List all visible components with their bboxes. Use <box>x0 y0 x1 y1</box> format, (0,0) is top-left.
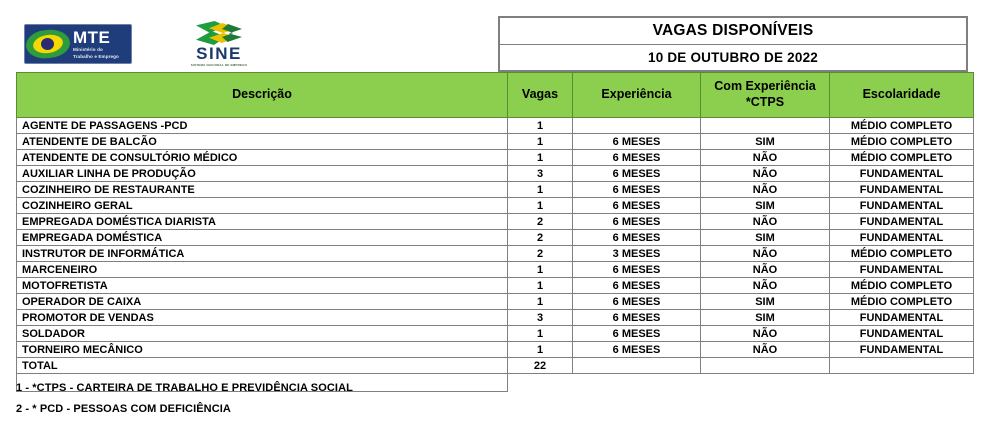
cell-ctps: NÃO <box>701 326 830 342</box>
table-row <box>17 198 974 214</box>
cell-escolaridade: FUNDAMENTAL <box>830 310 974 326</box>
cell-descricao: ATENDENTE DE BALCÃO <box>17 134 508 150</box>
cell-experiencia: 6 MESES <box>573 214 701 230</box>
cell-experiencia: 6 MESES <box>573 166 701 182</box>
cell-descricao: TORNEIRO MECÂNICO <box>17 342 508 358</box>
cell-experiencia: 6 MESES <box>573 198 701 214</box>
cell-descricao: INSTRUTOR DE INFORMÁTICA <box>17 246 508 262</box>
cell-vagas: 2 <box>508 246 573 262</box>
cell-experiencia: 6 MESES <box>573 310 701 326</box>
sine-arrow-icon <box>196 21 242 44</box>
cell-vagas: 1 <box>508 278 573 294</box>
table-header <box>17 73 974 118</box>
cell-vagas: 1 <box>508 150 573 166</box>
column-header-vagas: Vagas <box>508 73 573 118</box>
cell-experiencia: 6 MESES <box>573 150 701 166</box>
table-row <box>17 214 974 230</box>
sine-tagline: SISTEMA NACIONAL DE EMPREGO <box>190 63 248 67</box>
cell-escolaridade: MÉDIO COMPLETO <box>830 134 974 150</box>
ctps-label-line2: *CTPS <box>745 95 785 109</box>
table-row <box>17 262 974 278</box>
cell-descricao: PROMOTOR DE VENDAS <box>17 310 508 326</box>
cell-ctps: SIM <box>701 310 830 326</box>
table-row <box>17 246 974 262</box>
column-header-ctps <box>701 73 830 118</box>
title-cell <box>500 16 968 72</box>
cell-vagas: 2 <box>508 230 573 246</box>
mte-logo <box>24 24 132 64</box>
sine-acronym: SINE <box>196 44 242 63</box>
cell-escolaridade: FUNDAMENTAL <box>830 262 974 278</box>
cell-ctps: SIM <box>701 230 830 246</box>
table-row <box>17 182 974 198</box>
cell-ctps: NÃO <box>701 166 830 182</box>
mte-logo-text <box>73 29 119 59</box>
cell-vagas: 1 <box>508 294 573 310</box>
cell-descricao: MARCENEIRO <box>17 262 508 278</box>
sine-logo <box>180 21 258 67</box>
cell-escolaridade: MÉDIO COMPLETO <box>830 150 974 166</box>
cell-experiencia: 6 MESES <box>573 134 701 150</box>
cell-descricao: AGENTE DE PASSAGENS -PCD <box>17 118 508 134</box>
cell-descricao: OPERADOR DE CAIXA <box>17 294 508 310</box>
cell-vagas: 2 <box>508 214 573 230</box>
cell-vagas: 1 <box>508 326 573 342</box>
cell-descricao: COZINHEIRO GERAL <box>17 198 508 214</box>
cell-escolaridade: FUNDAMENTAL <box>830 230 974 246</box>
brazil-flag-icon <box>26 27 70 61</box>
cell-vagas: 1 <box>508 342 573 358</box>
cell-escolaridade: MÉDIO COMPLETO <box>830 118 974 134</box>
table-row <box>17 294 974 310</box>
cell-descricao: ATENDENTE DE CONSULTÓRIO MÉDICO <box>17 150 508 166</box>
total-cell-ctps <box>701 358 830 374</box>
total-cell-vagas: 22 <box>508 358 573 374</box>
cell-descricao: AUXILIAR LINHA DE PRODUÇÃO <box>17 166 508 182</box>
cell-ctps: NÃO <box>701 246 830 262</box>
total-cell-descricao: TOTAL <box>17 358 508 374</box>
cell-escolaridade: MÉDIO COMPLETO <box>830 246 974 262</box>
cell-ctps: SIM <box>701 294 830 310</box>
ctps-label-line1: Com Experiência <box>714 79 816 94</box>
total-cell-escolaridade <box>830 358 974 374</box>
cell-ctps: NÃO <box>701 182 830 198</box>
cell-ctps <box>701 118 830 134</box>
table-row <box>17 358 974 374</box>
table-row <box>17 230 974 246</box>
cell-experiencia: 6 MESES <box>573 262 701 278</box>
cell-experiencia: 6 MESES <box>573 230 701 246</box>
footnotes <box>16 383 916 425</box>
header-band <box>16 16 968 72</box>
mte-acronym: MTE <box>73 27 111 47</box>
cell-escolaridade: MÉDIO COMPLETO <box>830 278 974 294</box>
cell-escolaridade: MÉDIO COMPLETO <box>830 294 974 310</box>
cell-ctps: NÃO <box>701 278 830 294</box>
cell-vagas: 1 <box>508 262 573 278</box>
vagas-table <box>16 72 974 392</box>
column-header-experiencia: Experiência <box>573 73 701 118</box>
cell-escolaridade: FUNDAMENTAL <box>830 342 974 358</box>
cell-experiencia: 3 MESES <box>573 246 701 262</box>
cell-experiencia: 6 MESES <box>573 278 701 294</box>
cell-vagas: 1 <box>508 118 573 134</box>
table-row <box>17 278 974 294</box>
cell-descricao: EMPREGADA DOMÉSTICA <box>17 230 508 246</box>
cell-vagas: 1 <box>508 198 573 214</box>
table-row <box>17 166 974 182</box>
mte-subtitle-line2: Trabalho e Emprego <box>73 53 119 59</box>
cell-ctps: NÃO <box>701 150 830 166</box>
column-header-escolaridade: Escolaridade <box>830 73 974 118</box>
table-row <box>17 310 974 326</box>
cell-ctps: SIM <box>701 134 830 150</box>
cell-experiencia <box>573 118 701 134</box>
cell-experiencia: 6 MESES <box>573 342 701 358</box>
cell-experiencia: 6 MESES <box>573 294 701 310</box>
table-row <box>17 150 974 166</box>
table-row <box>17 342 974 358</box>
cell-escolaridade: FUNDAMENTAL <box>830 182 974 198</box>
logos-cell <box>16 16 500 72</box>
cell-descricao: COZINHEIRO DE RESTAURANTE <box>17 182 508 198</box>
cell-vagas: 1 <box>508 134 573 150</box>
footnote-pcd: 2 - * PCD - PESSOAS COM DEFICIÊNCIA <box>16 403 231 415</box>
footnote-ctps: 1 - *CTPS - CARTEIRA DE TRABALHO E PREVIDÊNCIA SOCIAL <box>16 382 353 394</box>
cell-vagas: 3 <box>508 310 573 326</box>
column-header-descricao: Descrição <box>17 73 508 118</box>
cell-descricao: EMPREGADA DOMÉSTICA DIARISTA <box>17 214 508 230</box>
page-title: VAGAS DISPONÍVEIS <box>500 16 968 45</box>
cell-vagas: 3 <box>508 166 573 182</box>
cell-vagas: 1 <box>508 182 573 198</box>
table-header-row <box>17 73 974 118</box>
table-row <box>17 134 974 150</box>
cell-escolaridade: FUNDAMENTAL <box>830 326 974 342</box>
cell-ctps: SIM <box>701 198 830 214</box>
cell-escolaridade: FUNDAMENTAL <box>830 166 974 182</box>
total-cell-experiencia <box>573 358 701 374</box>
cell-descricao: MOTOFRETISTA <box>17 278 508 294</box>
cell-escolaridade: FUNDAMENTAL <box>830 198 974 214</box>
cell-escolaridade: FUNDAMENTAL <box>830 214 974 230</box>
page-date: 10 DE OUTUBRO DE 2022 <box>500 45 968 73</box>
table-row <box>17 326 974 342</box>
mte-subtitle-line1: Ministério do <box>73 46 103 52</box>
table-row <box>17 118 974 134</box>
table-body <box>17 118 974 392</box>
cell-ctps: NÃO <box>701 214 830 230</box>
cell-ctps: NÃO <box>701 342 830 358</box>
cell-experiencia: 6 MESES <box>573 326 701 342</box>
cell-experiencia: 6 MESES <box>573 182 701 198</box>
cell-ctps: NÃO <box>701 262 830 278</box>
cell-descricao: SOLDADOR <box>17 326 508 342</box>
